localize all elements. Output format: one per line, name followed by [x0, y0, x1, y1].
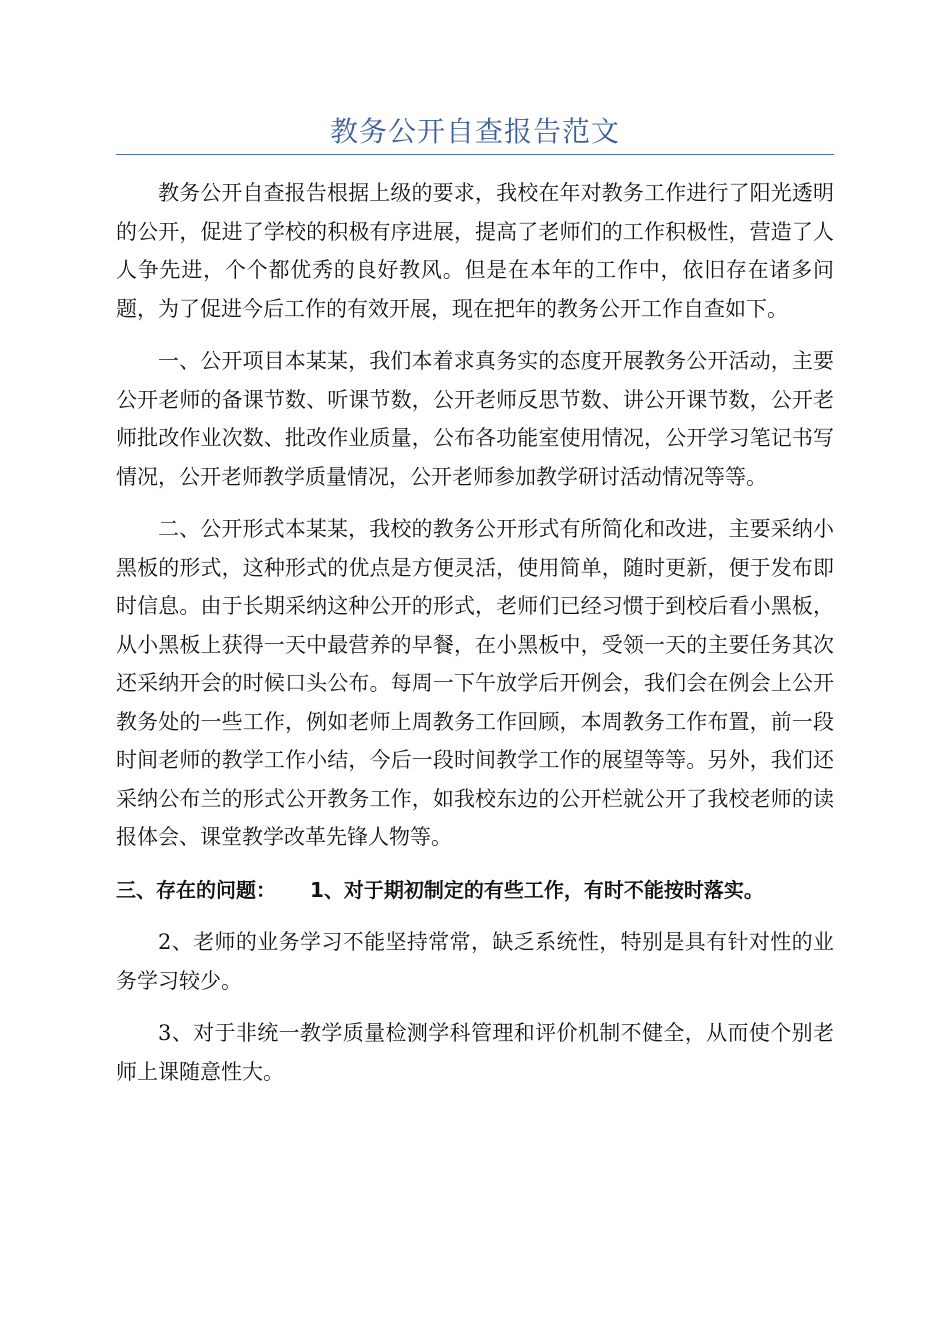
paragraph-intro: 教务公开自查报告根据上级的要求，我校在年对教务工作进行了阳光透明的公开，促进了学校的积极有序进展，提高了老师们的工作积极性，营造了人人争先进，个个都优秀的良好教风。但是在本年的工作中，依旧存在诸多问题，为了促进今后工作的有效开展，现在把年的教务公开工作自查如下。	[116, 181, 834, 321]
document-body	[116, 174, 834, 1105]
paragraph-problem-3: 3、对于非统一教学质量检测学科管理和评价机制不健全，从而使个别老师上课随意性大。	[116, 1021, 834, 1084]
problems-heading: 三、存在的问题：	[116, 877, 276, 902]
document-title: 教务公开自查报告范文	[329, 115, 620, 148]
paragraph-problems-heading	[116, 871, 834, 910]
paragraph-problem-2: 2、老师的业务学习不能坚持常常，缺乏系统性，特别是具有针对性的业务学习较少。	[116, 930, 834, 993]
paragraph-forms: 二、公开形式本某某，我校的教务公开形式有所简化和改进，主要采纳小黑板的形式，这种形式的优点是方便灵活，使用简单，随时更新，便于发布即时信息。由于长期采纳这种公开的形式，老师们已经习惯于到校后看小黑板，从小黑板上获得一天中最营养的早餐，在小黑板中，受领一天的主要任务其次还采纳开会的时候口头公布。每周一下午放学后开例会，我们会在例会上公开教务处的一些工作，例如老师上周教务工作回顾，本周教务工作布置，前一段时间老师的教学工作小结，今后一段时间教学工作的展望等等。另外，我们还采纳公布兰的形式公开教务工作，如我校东边的公开栏就公开了我校老师的读报体会、课堂教学改革先锋人物等。	[116, 517, 834, 849]
paragraph-items: 一、公开项目本某某，我们本着求真务实的态度开展教务公开活动，主要公开老师的备课节数、听课节数，公开老师反思节数、讲公开课节数，公开老师批改作业次数、批改作业质量，公布各功能室使用情况，公开学习笔记书写情况，公开老师教学质量情况，公开老师参加教学研讨活动情况等等。	[116, 349, 834, 489]
title-underline	[116, 154, 834, 155]
problem-1: 1、对于期初制定的有些工作，有时不能按时落实。	[310, 877, 764, 902]
